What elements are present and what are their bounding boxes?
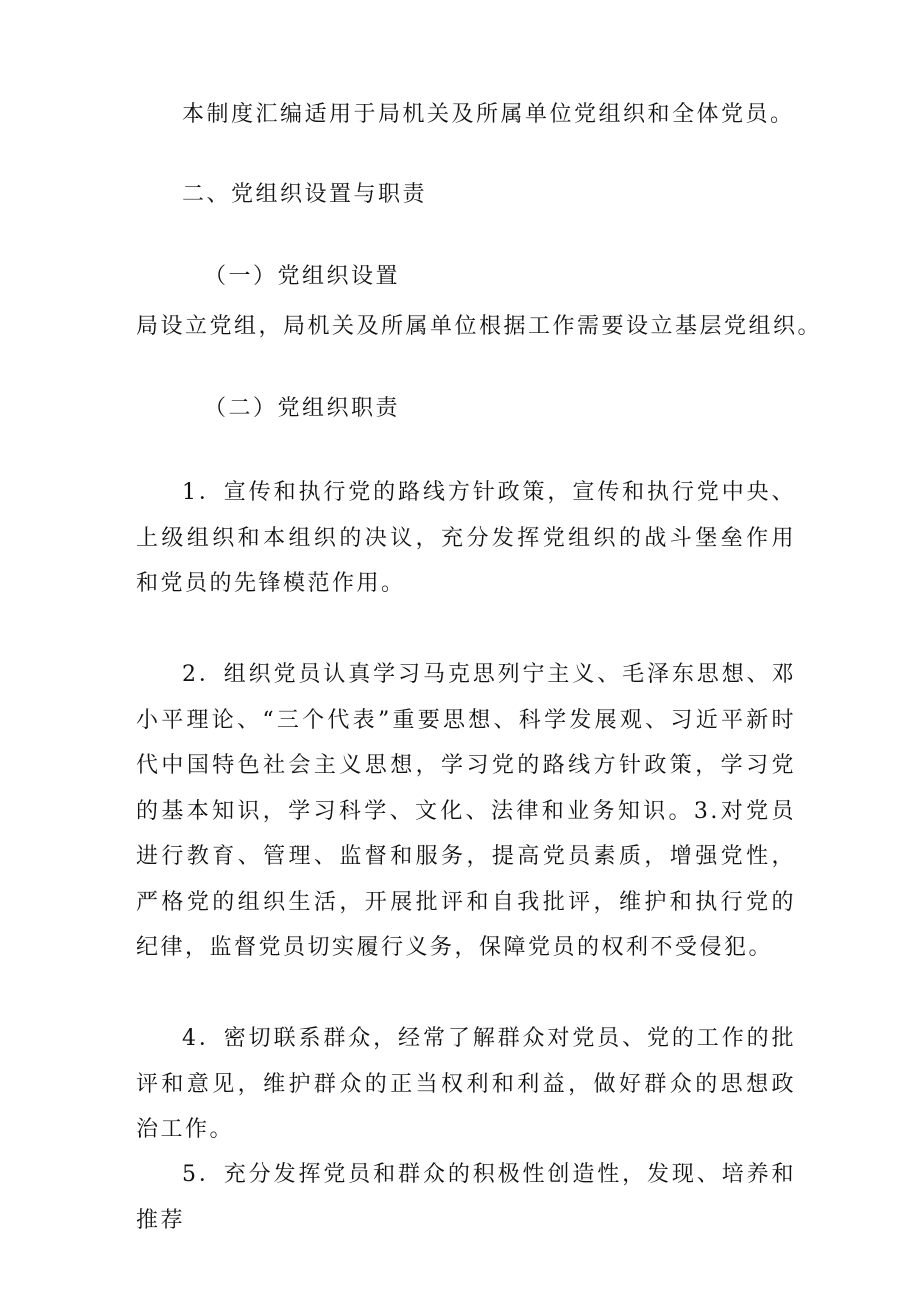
- duty-item-1: 1．宣传和执行党的路线方针政策，宣传和执行党中央、上级组织和本组织的决议，充分发挥党组织的战斗堡垒作用和党员的先锋模范作用。: [136, 480, 796, 596]
- subsection-heading-setup: （一）党组织设置: [204, 264, 401, 289]
- scope-paragraph: 本制度汇编适用于局机关及所属单位党组织和全体党员。: [182, 102, 795, 127]
- setup-paragraph: 局设立党组，局机关及所属单位根据工作需要设立基层党组织。: [136, 314, 823, 339]
- duty-item-2: 2．组织党员认真学习马克思列宁主义、毛泽东思想、邓小平理论、“三个代表”重要思想、科学发展观、习近平新时代中国特色社会主义思想，学习党的路线方针政策，学习党的基本知识，学习科学、文化、法律和业务知识。3.对党员进行教育、管理、监督和服务，提高党员素质，增强党性，严格党的组织生活，开展批评和自我批评，维护和执行党的纪律，监督党员切实履行义务，保障党员的权利不受侵犯。: [136, 662, 796, 960]
- section-heading-party-organization: 二、党组织设置与职责: [182, 182, 428, 207]
- duty-item-5: 5．充分发挥党员和群众的积极性创造性，发现、培养和推荐: [136, 1162, 796, 1233]
- duty-item-4: 4．密切联系群众，经常了解群众对党员、党的工作的批评和意见，维护群众的正当权利和利益，做好群众的思想政治工作。: [136, 1026, 796, 1142]
- subsection-heading-duties: （二）党组织职责: [204, 396, 401, 421]
